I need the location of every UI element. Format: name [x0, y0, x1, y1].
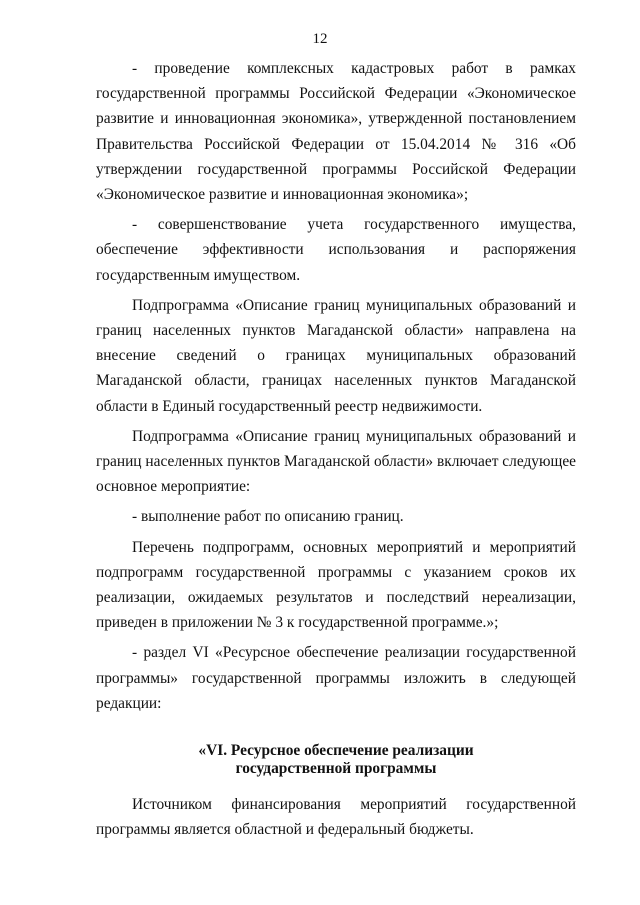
- page-number: 12: [312, 31, 328, 47]
- section-heading: [96, 742, 576, 778]
- paragraph-section-vi-edit: - раздел VI «Ресурсное обеспечение реализации государственной программы» государственной программы изложить в следующей редакции:: [96, 644, 576, 712]
- paragraph-cadastral-works: - проведение комплексных кадастровых работ в рамках государственной программы Российской Федерации «Экономическое развитие и инновационная экономика», утвержденной постановлением Правительства Российской Федерации от 15.04.2014 № 316 «Об утверждении государственной программы Российской Федерации «Экономическое развитие и инновационная экономика»;: [96, 60, 576, 204]
- paragraph-property-accounting: - совершенствование учета государственного имущества, обеспечение эффективности использования и распоряжения государственным имуществом.: [96, 216, 576, 284]
- section-heading-line-2: государственной программы: [235, 760, 437, 778]
- paragraph-boundary-works: - выполнение работ по описанию границ.: [132, 508, 404, 526]
- paragraph-funding-sources: Источником финансирования мероприятий государственной программы является областной и федеральный бюджеты.: [96, 796, 576, 839]
- paragraph-subprogram-purpose: Подпрограмма «Описание границ муниципальных образований и границ населенных пунктов Магаданской области» направлена на внесение сведений о границах муниципальных образований Магаданской области, границах населенных пунктов Магаданской области в Единый государственный реестр недвижимости.: [96, 296, 576, 415]
- section-heading-line-1: «VI. Ресурсное обеспечение реализации: [198, 742, 474, 760]
- document-body: [96, 56, 576, 842]
- paragraph-subprogram-includes: Подпрограмма «Описание границ муниципальных образований и границ населенных пунктов Магаданской области» включает следующее основное мероприятие:: [96, 427, 576, 496]
- paragraph-subprogram-list: Перечень подпрограмм, основных мероприятий и мероприятий подпрограмм государственной программы с указанием сроков их реализации, ожидаемых результатов и последствий нереализации, приведен в приложении № 3 к государственной программе.»;: [96, 538, 576, 632]
